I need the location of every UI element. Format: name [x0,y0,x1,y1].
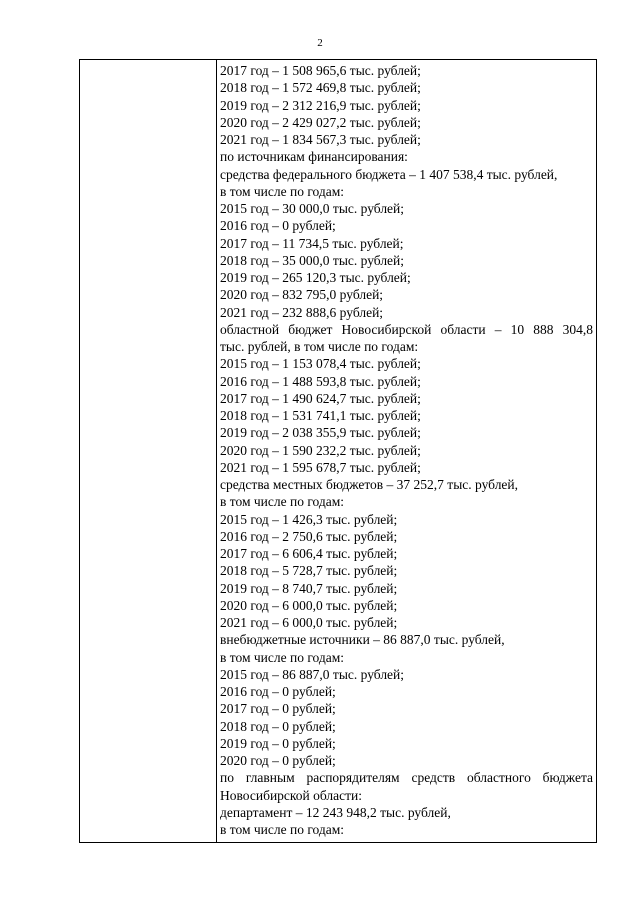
table-right-cell [220,62,593,838]
funding-line: 2015 год – 86 887,0 тыс. рублей; [220,666,405,682]
funding-line: по источникам финансирования: [220,149,408,165]
funding-line: 2019 год – 265 120,3 тыс. рублей; [220,270,411,285]
funding-line: в том числе по годам: [220,822,345,837]
funding-line: 2016 год – 0 рублей; [220,218,336,234]
funding-line: 2017 год – 0 рублей; [220,701,336,717]
column-divider [216,60,217,842]
funding-line: в том числе по годам: [220,494,345,510]
funding-line: 2016 год – 1 488 593,8 тыс. рублей; [220,373,421,389]
funding-line: 2019 год – 0 рублей; [220,735,336,751]
funding-line: внебюджетные источники – 86 887,0 тыс. рублей, [220,632,505,648]
funding-line: 2015 год – 1 153 078,4 тыс. рублей; [220,356,421,372]
funding-line: средства местных бюджетов – 37 252,7 тыс. рублей, [220,477,519,492]
funding-table [79,59,597,843]
funding-line: 2020 год – 2 429 027,2 тыс. рублей; [220,114,421,130]
funding-line: средства федерального бюджета – 1 407 538,4 тыс. рублей, [220,166,558,182]
funding-line: 2020 год – 1 590 232,2 тыс. рублей; [220,442,421,458]
funding-line: 2017 год – 11 734,5 тыс. рублей; [220,235,404,251]
funding-line: 2019 год – 2 312 216,9 тыс. рублей; [220,97,421,113]
table-left-cell [80,60,216,842]
funding-line: 2017 год – 1 508 965,6 тыс. рублей; [220,63,421,78]
funding-line: 2021 год – 6 000,0 тыс. рублей; [220,615,398,630]
funding-line: 2021 год – 1 834 567,3 тыс. рублей; [220,132,421,147]
funding-line: 2020 год – 0 рублей; [220,753,336,768]
funding-line: областной бюджет Новосибирской области – 10 888 304,8 [220,321,593,337]
funding-line: по главным распорядителям средств областного бюджета [220,770,593,786]
funding-line: 2020 год – 832 795,0 рублей; [220,287,384,303]
funding-line: 2018 год – 35 000,0 тыс. рублей; [220,252,405,268]
funding-line: 2018 год – 5 728,7 тыс. рублей; [220,563,398,579]
funding-line: 2019 год – 2 038 355,9 тыс. рублей; [220,425,421,441]
funding-line: 2018 год – 1 572 469,8 тыс. рублей; [220,80,421,96]
funding-line: 2020 год – 6 000,0 тыс. рублей; [220,597,398,613]
funding-line: департамент – 12 243 948,2 тыс. рублей, [220,804,451,820]
funding-line: 2015 год – 1 426,3 тыс. рублей; [220,511,398,527]
funding-line: 2019 год – 8 740,7 тыс. рублей; [220,580,398,596]
funding-line: 2015 год – 30 000,0 тыс. рублей; [220,201,405,216]
funding-line: 2021 год – 1 595 678,7 тыс. рублей; [220,459,421,475]
funding-line: 2018 год – 0 рублей; [220,718,336,734]
funding-line: 2018 год – 1 531 741,1 тыс. рублей; [220,408,421,423]
funding-line: в том числе по годам: [220,183,345,199]
funding-line: в том числе по годам: [220,649,345,665]
funding-line: тыс. рублей, в том числе по годам: [220,339,419,354]
funding-line: 2021 год – 232 888,6 рублей; [220,304,384,320]
funding-line: 2017 год – 6 606,4 тыс. рублей; [220,546,398,561]
funding-line: 2016 год – 2 750,6 тыс. рублей; [220,528,398,544]
page-number: 2 [317,37,323,49]
funding-line: Новосибирской области: [220,787,363,803]
funding-line: 2016 год – 0 рублей; [220,684,336,699]
funding-line: 2017 год – 1 490 624,7 тыс. рублей; [220,390,421,406]
